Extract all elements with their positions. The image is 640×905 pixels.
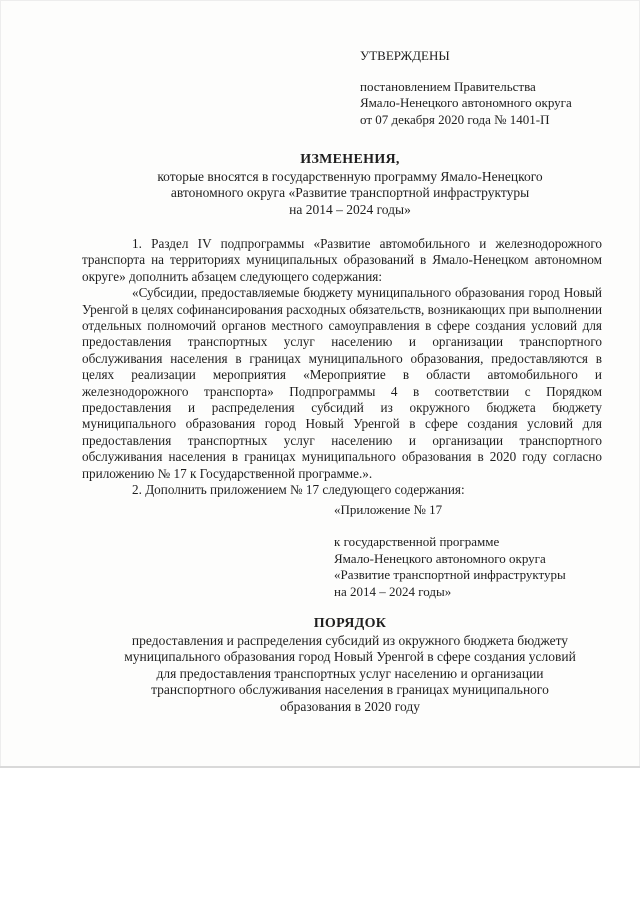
annex-line: на 2014 – 2024 годы» — [334, 583, 452, 599]
body-paragraph-1: 1. Раздел IV подпрограммы «Развитие автомобильного и железнодорожного транспорта на территориях муниципальных образований в Ямало-Ненецком автономном округе» дополнить абзацем следующего содержания: — [82, 236, 602, 284]
order-heading: ПОРЯДОК — [313, 616, 387, 631]
approval-line: Ямало-Ненецкого автономного округа — [360, 95, 572, 110]
changes-subtitle-line: автономного округа «Развитие транспортной инфраструктуры — [170, 185, 530, 200]
annex-header: «Приложение № 17 — [334, 502, 443, 517]
changes-heading: ИЗМЕНЕНИЯ, — [300, 152, 400, 167]
changes-title — [80, 152, 620, 218]
order-subtitle-line: предоставления и распределения субсидий из окружного бюджета бюджету — [131, 632, 569, 648]
order-subtitle-line: муниципального образования город Новый Уренгой в сфере создания условий — [124, 649, 576, 664]
approval-header: УТВЕРЖДЕНЫ — [360, 48, 450, 63]
order-subtitle-line: для предоставления транспортных услуг населению и организации — [156, 665, 544, 681]
approval-block — [360, 48, 572, 128]
annex-line: «Развитие транспортной инфраструктуры — [334, 567, 566, 583]
approval-line: постановлением Правительства — [360, 78, 536, 94]
annex-line: к государственной программе — [334, 534, 500, 550]
approval-line: от 07 декабря 2020 года № 1401-П — [360, 111, 550, 127]
annex-line: Ямало-Ненецкого автономного округа — [334, 550, 546, 566]
annex-block — [334, 502, 566, 600]
order-subtitle-line: транспортного обслуживания населения в границах муниципального — [151, 682, 549, 697]
order-title — [80, 616, 620, 715]
order-subtitle-line: образования в 2020 году — [280, 698, 420, 714]
changes-subtitle-line: которые вносятся в государственную программу Ямало-Ненецкого — [157, 168, 543, 184]
body-paragraph-3: 2. Дополнить приложением № 17 следующего содержания: — [132, 482, 465, 498]
document-body — [82, 236, 602, 499]
changes-subtitle-line: на 2014 – 2024 годы» — [289, 201, 411, 217]
body-paragraph-2: «Субсидии, предоставляемые бюджету муниципального образования город Новый Уренгой в целях софинансирования расходных обязательств, возникающих при выполнении отдельных полномочий органов местного самоуправления в сфере создания условий для предоставления транспортных услуг населению и организации транспортного обслуживания населения в границах муниципального образования, предоставляются в целях реализации мероприятия «Мероприятие в области автомобильного и железнодорожного транспорта» Подпрограммы 4 в соответствии с Порядком предоставления и распределения субсидий из окружного бюджета бюджету муниципального образования город Новый Уренгой в сфере создания условий для предоставления транспортных услуг населению и организации транспортного обслуживания населения в границах муниципального образования в 2020 году согласно приложению № 17 к Государственной программе.». — [82, 285, 602, 481]
